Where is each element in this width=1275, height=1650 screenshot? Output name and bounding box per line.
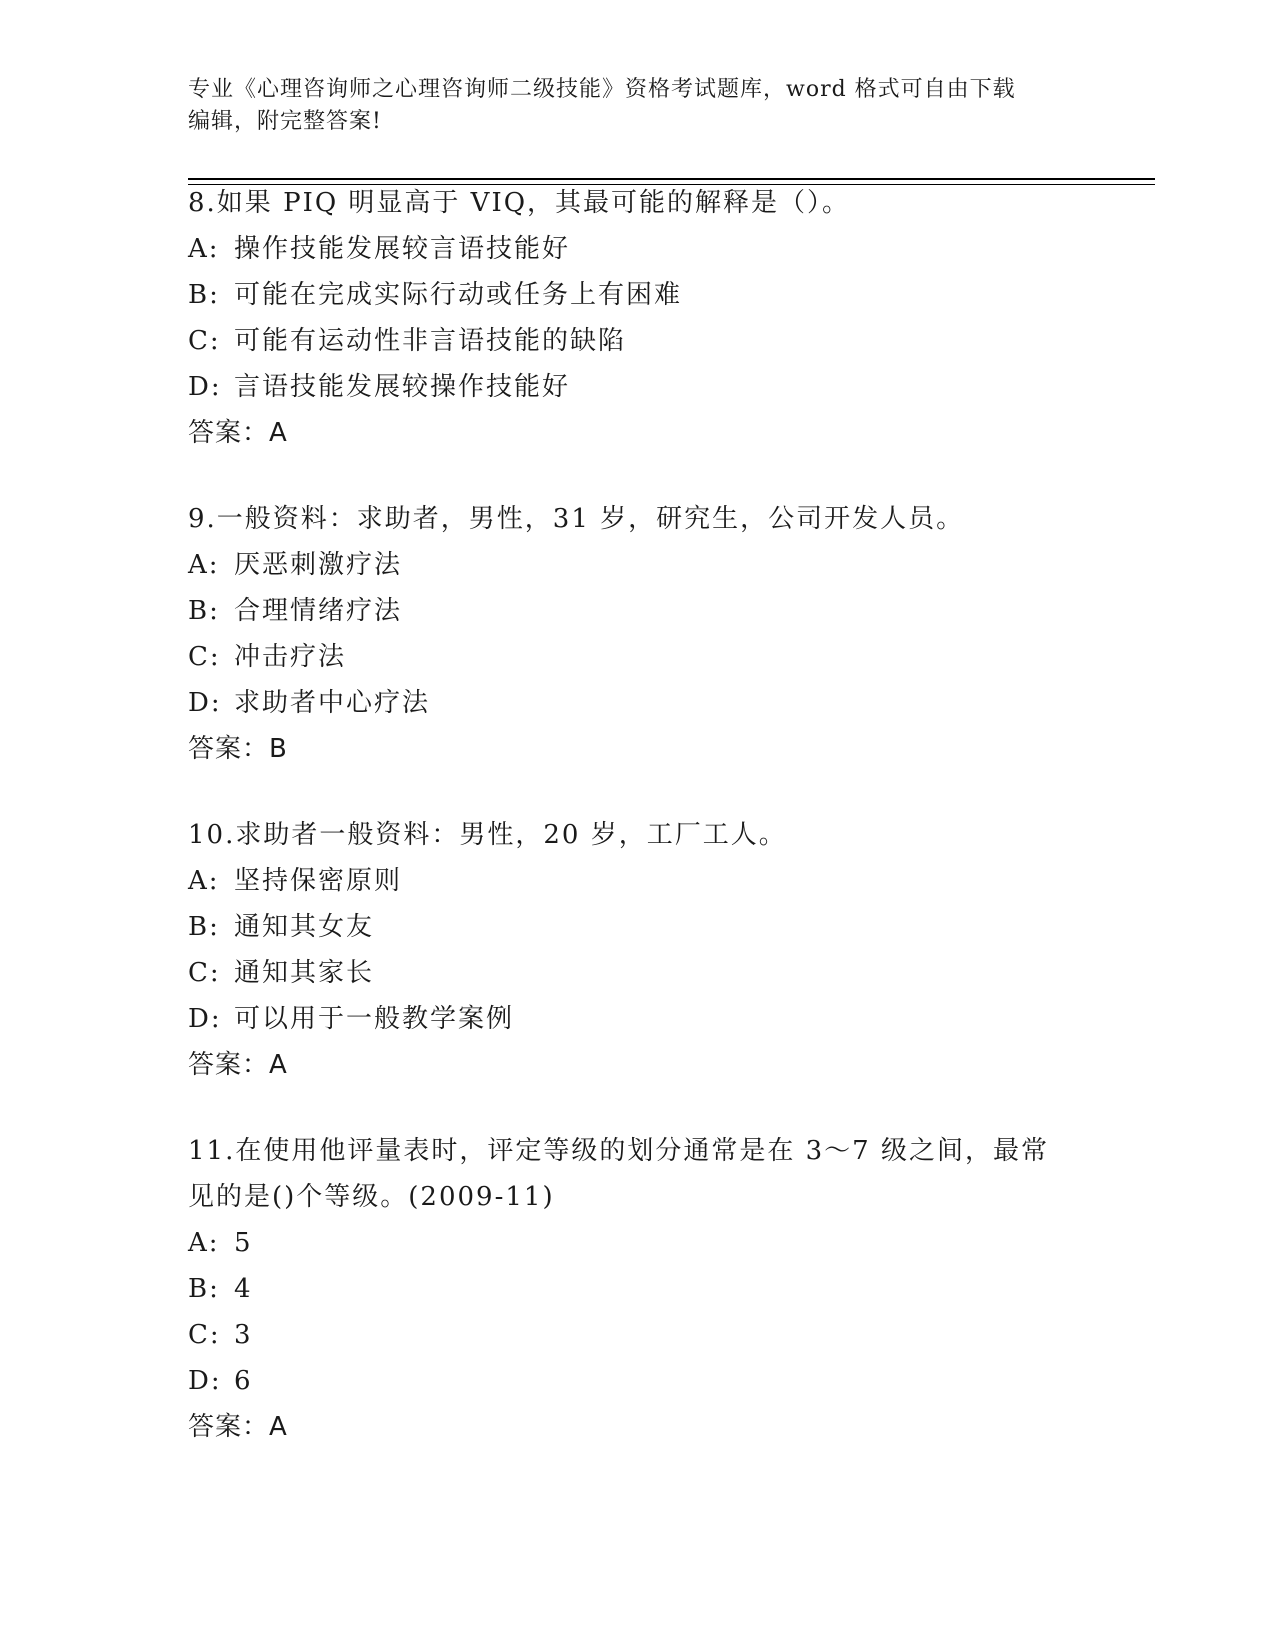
option-key: C: [188,958,221,988]
option-text: 可能在完成实际行动或任务上有困难 [234,280,683,310]
option-b [188,588,1088,634]
option-text: 6 [234,1366,253,1396]
question-stem: 8.如果 PIQ 明显高于 VIQ，其最可能的解释是（）。 [188,188,851,218]
option-text: 言语技能发展较操作技能好 [234,372,571,402]
option-text: 通知其家长 [234,958,375,988]
option-key: B: [188,1274,220,1304]
option-text: 通知其女友 [234,912,375,942]
option-d [188,364,1088,410]
option-key: D: [188,1004,222,1034]
option-key: B: [188,912,220,942]
option-d [188,996,1088,1042]
option-key: D: [188,372,222,402]
option-text: 合理情绪疗法 [234,596,403,626]
header-line-1: 专业《心理咨询师之心理咨询师二级技能》资格考试题库，word 格式可自由下载 [188,77,1016,102]
option-key: B: [188,596,220,626]
option-text: 3 [234,1320,253,1350]
answer: 答案：A [188,418,288,448]
option-c [188,950,1088,996]
option-text: 5 [234,1228,253,1258]
option-a [188,542,1088,588]
question-stem-line-2: 见的是()个等级。(2009-11) [188,1182,555,1212]
option-key: D: [188,1366,222,1396]
option-c [188,1312,1088,1358]
option-c [188,634,1088,680]
option-text: 求助者中心疗法 [234,688,431,718]
option-key: C: [188,642,221,672]
option-key: A: [188,234,220,264]
option-key: C: [188,1320,221,1350]
question-11 [188,1128,1088,1450]
option-b [188,1266,1088,1312]
option-c [188,318,1088,364]
option-a [188,1220,1088,1266]
question-stem: 9.一般资料：求助者，男性，31 岁，研究生，公司开发人员。 [188,504,965,534]
question-stem-line-1: 11.在使用他评量表时，评定等级的划分通常是在 3～7 级之间，最常 [188,1136,1049,1166]
option-text: 可以用于一般教学案例 [234,1004,515,1034]
option-text: 操作技能发展较言语技能好 [234,234,571,264]
option-text: 冲击疗法 [234,642,347,672]
answer: 答案：A [188,1412,288,1442]
question-8 [188,180,1088,456]
question-stem [188,1128,1088,1220]
option-text: 可能有运动性非言语技能的缺陷 [234,326,627,356]
option-text: 坚持保密原则 [234,866,403,896]
option-b [188,272,1088,318]
option-text: 厌恶刺激疗法 [234,550,403,580]
question-10 [188,812,1088,1088]
option-key: A: [188,1228,220,1258]
question-9 [188,496,1088,772]
option-d [188,1358,1088,1404]
option-key: A: [188,550,220,580]
option-key: D: [188,688,222,718]
option-key: B: [188,280,220,310]
option-text: 4 [234,1274,253,1304]
option-a [188,226,1088,272]
answer: 答案：B [188,734,288,764]
document-header [188,74,1068,138]
option-b [188,904,1088,950]
header-line-2: 编辑，附完整答案! [188,109,382,134]
option-d [188,680,1088,726]
question-stem: 10.求助者一般资料：男性，20 岁，工厂工人。 [188,820,787,850]
answer: 答案：A [188,1050,288,1080]
option-key: C: [188,326,221,356]
option-key: A: [188,866,220,896]
option-a [188,858,1088,904]
